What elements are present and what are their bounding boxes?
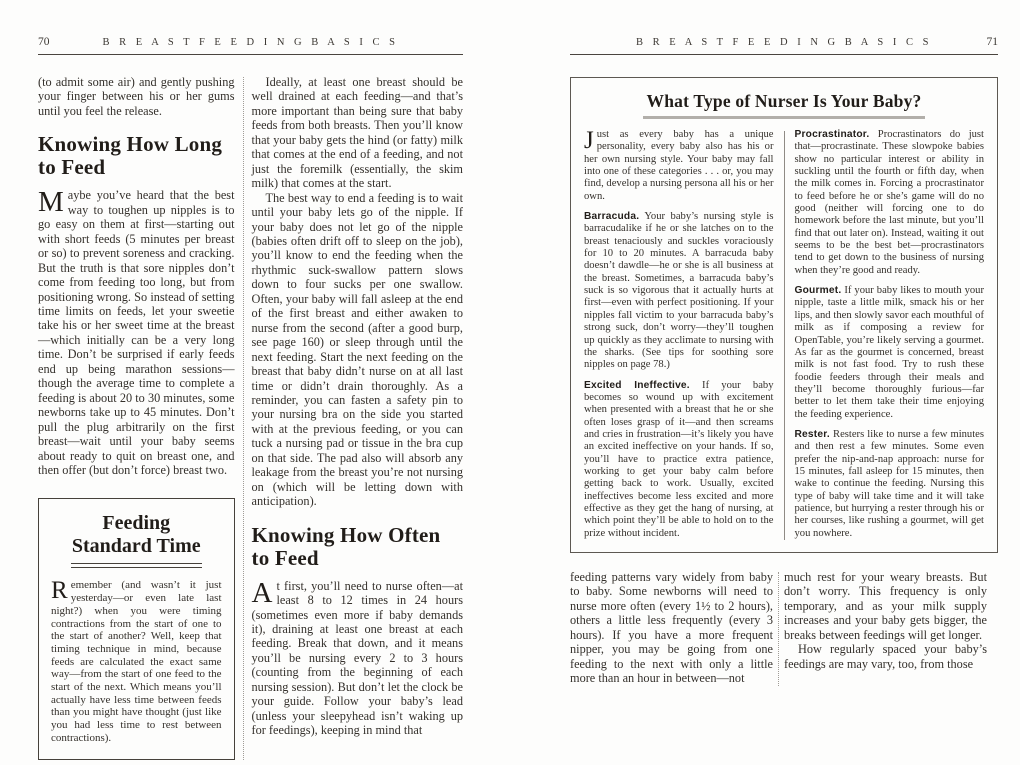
entry-label-procrastinator: Procrastinator. xyxy=(794,129,870,140)
feeding-box-title-line2: Standard Time xyxy=(71,535,201,558)
entry-label-excited-ineffective: Excited Ineffective. xyxy=(584,379,690,391)
lower-column-divider-dotted xyxy=(778,572,779,686)
how-often-text: t first, you’ll need to nurse often—at least 8 to 12 times in 24 hours (sometimes even more if baby demands it), draining at least one breast at each feeding. Break that down, and it means you’ll be nursing every 2 to 3 hours (counting from the beginning of each nursing session). But don’t let the clock be your guide. Follow your baby’s lead (unless your sleepyhead isn’t waking up for feedings), keeping in mind that xyxy=(251,578,463,738)
entry-rester xyxy=(795,429,985,540)
section-heading-how-long: Knowing How Long to Feed xyxy=(38,132,223,180)
feeding-box-title xyxy=(51,512,222,558)
nurser-box-title: What Type of Nurser Is Your Baby? xyxy=(643,91,926,119)
how-long-text: aybe you’ve heard that the best way to toughen up nipples is to go easy on them at first—starting out with short feeds (5 minutes per breast or so) to prevent soreness and cracking. But the truth is that sore nipples don’t come from feeding too long, but from positioning wrong. So instead of setting time limits on feeds, let your sweetie take his or her sweet time at the breast—which initially can be a very long time. Don’t be surprised if early feeds end up being marathon sessions—though the average time to complete a feeding is about 20 to 30 minutes, some newborns take up to 45 minutes. Don’t pull the plug arbitrarily on the first breast—wait until your baby seems about ready to quit on breast one, and then offer (but don’t force) breast two. xyxy=(38,188,235,477)
entry-text-gourmet: If your baby likes to mouth your nipple, taste a little milk, smack his or her lips, and then slowly savor each mouthful of milk as if composing a review for OpenTable, you’re likely serving a gourmet. As far as the gourmet is concerned, breast milk is not fast food. Try to rush these foodie feeders through their meals and they’ll become thoroughly furious—far better to let them take their time enjoying the feeding experience. xyxy=(794,285,985,420)
running-head-title: B R E A S T F E E D I N G B A S I C S xyxy=(636,37,932,48)
running-head-title: B R E A S T F E E D I N G B A S I C S xyxy=(102,37,399,48)
nurser-box-columns xyxy=(584,129,984,540)
how-long-paragraph xyxy=(38,188,235,477)
entry-gourmet xyxy=(795,285,985,421)
how-often-paragraph xyxy=(251,576,463,738)
entry-label-rester: Rester. xyxy=(794,428,830,440)
feeding-standard-time-box xyxy=(38,498,235,759)
left-column-2 xyxy=(252,75,463,760)
left-page-columns xyxy=(38,75,463,760)
entry-label-gourmet: Gourmet. xyxy=(794,285,842,297)
entry-text-procrastinator: Procrastinators do just that—procrastinate. These slowpoke babies show no particular interest or ability in suckling until the fourth or fifth day, when the milk comes in. Forcing a procrastinator to feed before he or she’s game will do no good (neither will forcing one to do homework before the last minute, but you’ll find that out later on). Instead, waiting it out seems to be the best bet—procrastinators tend to get down to the business of nursing when they’re good and ready. xyxy=(794,129,984,276)
feeding-box-paragraph xyxy=(51,579,222,744)
entry-excited-ineffective xyxy=(584,380,774,540)
how-regularly-paragraph: How regularly spaced your baby’s feedings are may vary, too, from those xyxy=(784,642,987,671)
nurser-box-title-wrap xyxy=(584,91,984,119)
carryover-paragraph: (to admit some air) and gently pushing your finger between his or her gums until you feel the release. xyxy=(38,75,235,118)
dropcap-j: J xyxy=(584,127,594,154)
section-heading-how-often: Knowing How Often to Feed xyxy=(251,522,441,570)
running-header-right xyxy=(570,36,998,48)
feeding-box-title-line1: Feeding xyxy=(102,512,171,535)
page-number-right: 71 xyxy=(986,36,998,48)
page-number-left: 70 xyxy=(38,36,50,48)
entry-text-barracuda: Your baby’s nursing style is barracudalike if he or she latches on to the breast tenaciously and suckles voraciously for 10 to 20 minutes. A barracuda baby doesn’t dawdle—he or she is all business at the breast. Sometimes, a barracuda baby’s suck is so vigorous that it actually hurts at first—even with perfect positioning. If your nipples fall victim to your barracuda baby’s strong suck, don’t worry—they’ll toughen up quickly as they acclimate to nursing with the sharks. (See tips for soothing sore nipples on page 78.) xyxy=(584,211,774,371)
feeding-box-text: emember (and wasn’t it just yesterday—or even late last night?) when you were timing contractions from the start of one to the start of another? Well, keep that timing technique in mind, because feeds are calculated the exact same way—from the start of one feed to the start of the next. Which means you’ll actually have less time between feeds than you might have thought (just like you had less time to rest between contractions). xyxy=(51,579,222,744)
dropcap-r: R xyxy=(51,577,68,605)
running-header-left xyxy=(38,36,463,48)
best-way-paragraph: The best way to end a feeding is to wait until your baby lets go of the nipple. If your baby does not let go of the nipple (babies often drift off to sleep on the job), you’ll know to end the feeding when the rhythmic suck-swallow pattern slows down to four sucks per one swallow. Often, your baby will fall asleep at the end of the first breast and either awaken to nurse from the second (after a good burp, see page 160) or sleep through until the next feeding. Start the next feeding on the breast that baby didn’t nurse on at all last time or didn’t drain thoroughly. As a reminder, you can fasten a safety pin to your nursing bra on the side you started with at the previous feeding, or you can tuck a nursing pad or tissue in the bra cup on that side. The pad also will absorb any leakage from the breast you’re not nursing on (which will be letting down with anticipation). xyxy=(251,190,463,509)
nurser-box-column-2 xyxy=(785,129,985,540)
nurser-type-box xyxy=(570,77,998,553)
nurser-intro-text: ust as every baby has a unique personality, every baby also has his or her own nursing style. Your baby may fall into one of these categories . . . or, you may find, develop a nursing persona all his or her own. xyxy=(584,129,774,202)
entry-barracuda xyxy=(584,211,774,371)
lower-column-1 xyxy=(570,570,773,686)
column-divider-dotted xyxy=(243,77,244,760)
feeding-patterns-paragraph: feeding patterns vary widely from baby to baby. Some newborns will need to nurse more often (every 1½ to 2 hours), others a little less frequently (every 3 hours). If you have a more frequent nipper, you may be going from one feeding to the next with only a little more than an hour in between—not xyxy=(570,570,773,686)
double-rule xyxy=(71,563,202,568)
entry-text-rester: Resters like to nurse a few minutes and then rest a few minutes. Some even prefer the nip-and-nap approach: nurse for 15 minutes, fall asleep for 15 minutes, then wake to continue the feeding. Nursing this type of baby will take time and it will take patience, but hurrying a rester through his or her courses, like rushing a gourmet, will get you nowhere. xyxy=(794,428,984,539)
header-rule xyxy=(38,54,463,55)
much-rest-paragraph: much rest for your weary breasts. But don’t worry. This frequency is only temporary, and as your milk supply increases and your baby gets bigger, the breaks between feedings will get longer. xyxy=(784,570,987,642)
page-71 xyxy=(510,0,1020,765)
entry-label-barracuda: Barracuda. xyxy=(584,211,640,223)
nurser-box-column-1 xyxy=(584,129,784,540)
dropcap-a: A xyxy=(251,576,273,609)
right-page-lower-columns xyxy=(570,570,998,686)
entry-text-excited-ineffective: If your baby becomes so wound up with excitement when presented with a breast that he or she often loses grasp of it—and then screams and cries in frustration—it’s likely you have an excited ineffective on your hands. If so, you’ll have to practice extra patience, working to get your baby calm before getting back to work. Usually, excited ineffectives become less excited and more effective as they get the hang of nursing, at which point they’ll be able to hold on to the prize without incident. xyxy=(584,379,774,539)
ideally-paragraph: Ideally, at least one breast should be well drained at each feeding—and that’s more important than being sure that baby feeds from both breasts. Then you’ll know that your baby gets the hind (or fatty) milk that comes at the end of a feeding, and not just the foremilk (essentially, the skim milk) that comes at the start. xyxy=(251,75,463,191)
header-rule xyxy=(570,54,998,55)
left-column-1 xyxy=(38,75,235,760)
lower-column-2 xyxy=(784,570,987,686)
dropcap-m: M xyxy=(38,186,64,219)
entry-procrastinator xyxy=(795,129,985,277)
nurser-intro-paragraph xyxy=(584,129,774,203)
